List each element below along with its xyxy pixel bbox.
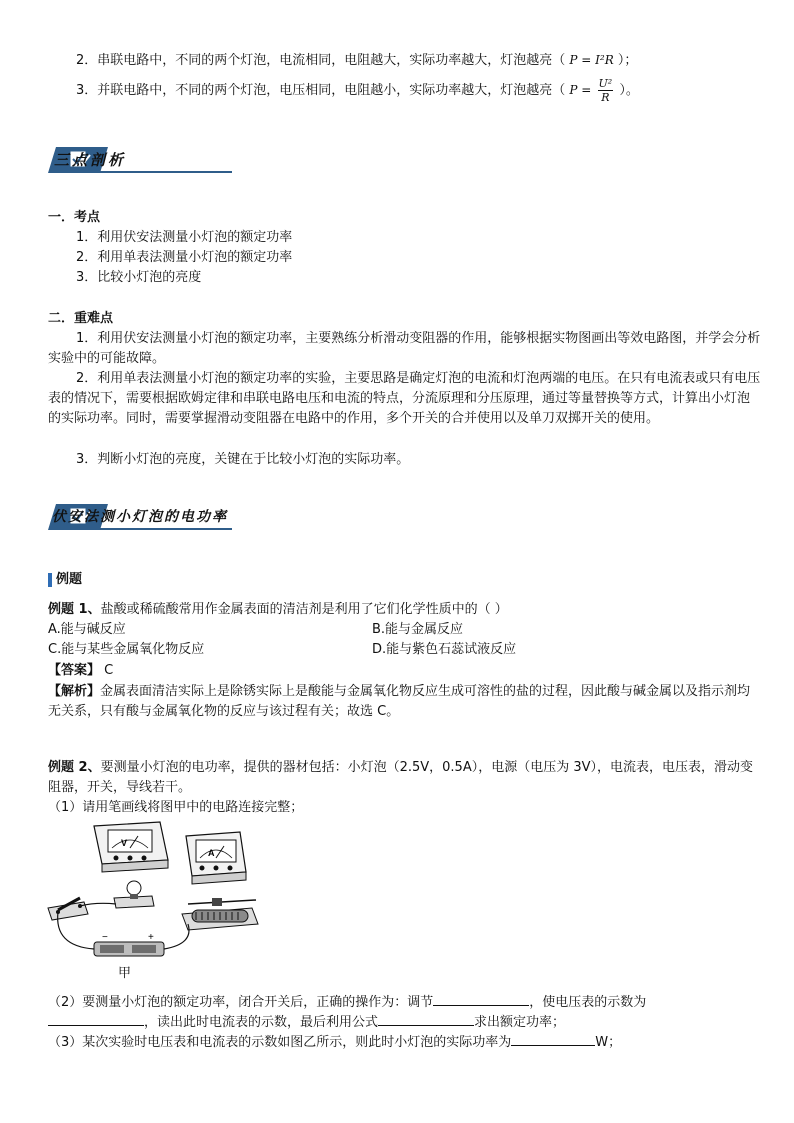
- ammeter-icon: [186, 832, 246, 884]
- formula-fraction: [598, 77, 614, 104]
- example-2-part-1: （1）请用笔画线将图甲中的电路连接完整；: [48, 800, 304, 815]
- part-3-text-a: （3）某次实验时电压表和电流表的示数如图乙所示，则此时小灯泡的实际功率为: [48, 1035, 512, 1050]
- example-2-part-3: [48, 1031, 621, 1053]
- part-3-text-b: W；: [595, 1035, 622, 1050]
- svg-text:+: +: [148, 932, 154, 943]
- option-a: A.能与碱反应: [48, 622, 126, 637]
- part-2-text-d: 求出额定功率；: [474, 1015, 566, 1030]
- blank-formula[interactable]: [378, 1011, 474, 1026]
- example-2-label: 例题 2、: [48, 760, 101, 775]
- banner-rule: [100, 528, 232, 530]
- answer-value: C: [104, 663, 114, 678]
- blank-voltage-value[interactable]: [48, 1011, 144, 1026]
- voltmeter-icon: [94, 822, 168, 872]
- blank-actual-power[interactable]: [511, 1031, 595, 1046]
- formula-p-i2r: P = I²R: [569, 53, 614, 67]
- top-item-3-text: 3．并联电路中，不同的两个灯泡，电压相同，电阻越小，实际功率越大，灯泡越亮（: [76, 83, 566, 98]
- blank-adjust-component[interactable]: [433, 991, 529, 1006]
- part-2-text-c: ，读出此时电流表的示数，最后利用公式: [144, 1015, 379, 1030]
- key-point-3: 3．比较小灯泡的亮度: [76, 270, 202, 285]
- examples-marker: [48, 573, 52, 587]
- svg-text:−: −: [102, 932, 108, 943]
- heading-difficulties: 二．重难点: [48, 311, 114, 326]
- banner-rule: [100, 171, 232, 173]
- figure-caption: 甲: [118, 966, 132, 981]
- answer-label: 【答案】: [48, 663, 101, 678]
- option-c: C.能与某些金属氧化物反应: [48, 642, 205, 657]
- top-item-3-close: ）。: [619, 83, 639, 98]
- circuit-figure: [44, 818, 284, 978]
- example-2-part-2-line-1: [48, 991, 646, 1013]
- battery-icon: [94, 932, 164, 956]
- top-item-2-close: ）；: [617, 53, 638, 68]
- banner-title: 三点剖析: [54, 151, 127, 169]
- banner-title: 伏安法测小灯泡的电功率: [52, 509, 228, 525]
- example-2-question-text: 要测量小灯泡的电功率，提供的器材包括：小灯泡（2.5V，0.5A），电源（电压为 3V），电流表，电压表，滑动变阻器，开关，导线若干。: [48, 760, 754, 795]
- option-d: D.能与紫色石蕊试液反应: [372, 642, 517, 657]
- section-banner-voltammetry: [48, 502, 234, 532]
- analysis-label: 【解析】: [48, 684, 101, 699]
- difficulty-paragraph-1: 1．利用伏安法测量小灯泡的额定功率，主要熟练分析滑动变阻器的作用，能够根据实物图画出等效电路图，并学会分析实验中的可能故障。: [48, 331, 761, 366]
- part-2-text-a: （2）要测量小灯泡的额定功率，闭合开关后，正确的操作为：调节: [48, 995, 434, 1010]
- difficulty-paragraph-2: 2．利用单表法测量小灯泡的额定功率的实验，主要思路是确定灯泡的电流和灯泡两端的电压。在只有电流表或只有电压表的情况下，需要根据欧姆定律和串联电路电压和电流的特点，分流原理和分压原理，通过等量替换等方式，计算出小灯泡的实际功率。同时，需要掌握滑动变阻器在电路中的作用，多个开关的合并使用以及单刀双掷开关的使用。: [48, 371, 761, 426]
- top-item-3: [76, 77, 639, 104]
- part-2-text-b: ，使电压表的示数为: [529, 995, 647, 1010]
- fraction-denominator: R: [601, 91, 610, 104]
- rheostat-icon: [182, 898, 258, 930]
- example-1-label: 例题 1、: [48, 602, 101, 617]
- switch-icon: [48, 898, 88, 920]
- bulb-icon: [114, 881, 154, 908]
- example-1-answer: [48, 661, 113, 681]
- fraction-numerator: U²: [598, 77, 613, 90]
- voltmeter-label: V: [121, 838, 128, 848]
- example-1-question-text: 盐酸或稀硫酸常用作金属表面的清洁剂是利用了它们化学性质中的（ ）: [100, 602, 508, 617]
- key-point-2: 2．利用单表法测量小灯泡的额定功率: [76, 250, 293, 265]
- difficulty-paragraph-3: 3．判断小灯泡的亮度，关键在于比较小灯泡的实际功率。: [76, 452, 410, 467]
- top-item-2: [76, 50, 637, 71]
- analysis-text: 金属表面清洁实际上是除锈实际上是酸能与金属氧化物反应生成可溶性的盐的过程，因此酸与碱金属以及指示剂均无关系，只有酸与金属氧化物的反应与该过程有关；故选 C。: [48, 684, 751, 719]
- example-2-part-2-line-2: [48, 1011, 565, 1033]
- key-point-1: 1．利用伏安法测量小灯泡的额定功率: [76, 230, 293, 245]
- option-b: B.能与金属反应: [372, 622, 464, 637]
- section-banner-analysis: [48, 145, 234, 175]
- ammeter-label: A: [208, 848, 215, 858]
- example-2-question: [48, 758, 762, 798]
- heading-key-points: 一．考点: [48, 210, 101, 225]
- example-1-analysis: [48, 682, 762, 722]
- formula-lhs: P =: [569, 83, 592, 97]
- top-item-2-text: 2．串联电路中，不同的两个灯泡，电流相同，电阻越大，实际功率越大，灯泡越亮（: [76, 53, 566, 68]
- examples-label: 例题: [56, 572, 83, 587]
- example-1-question: [48, 600, 508, 620]
